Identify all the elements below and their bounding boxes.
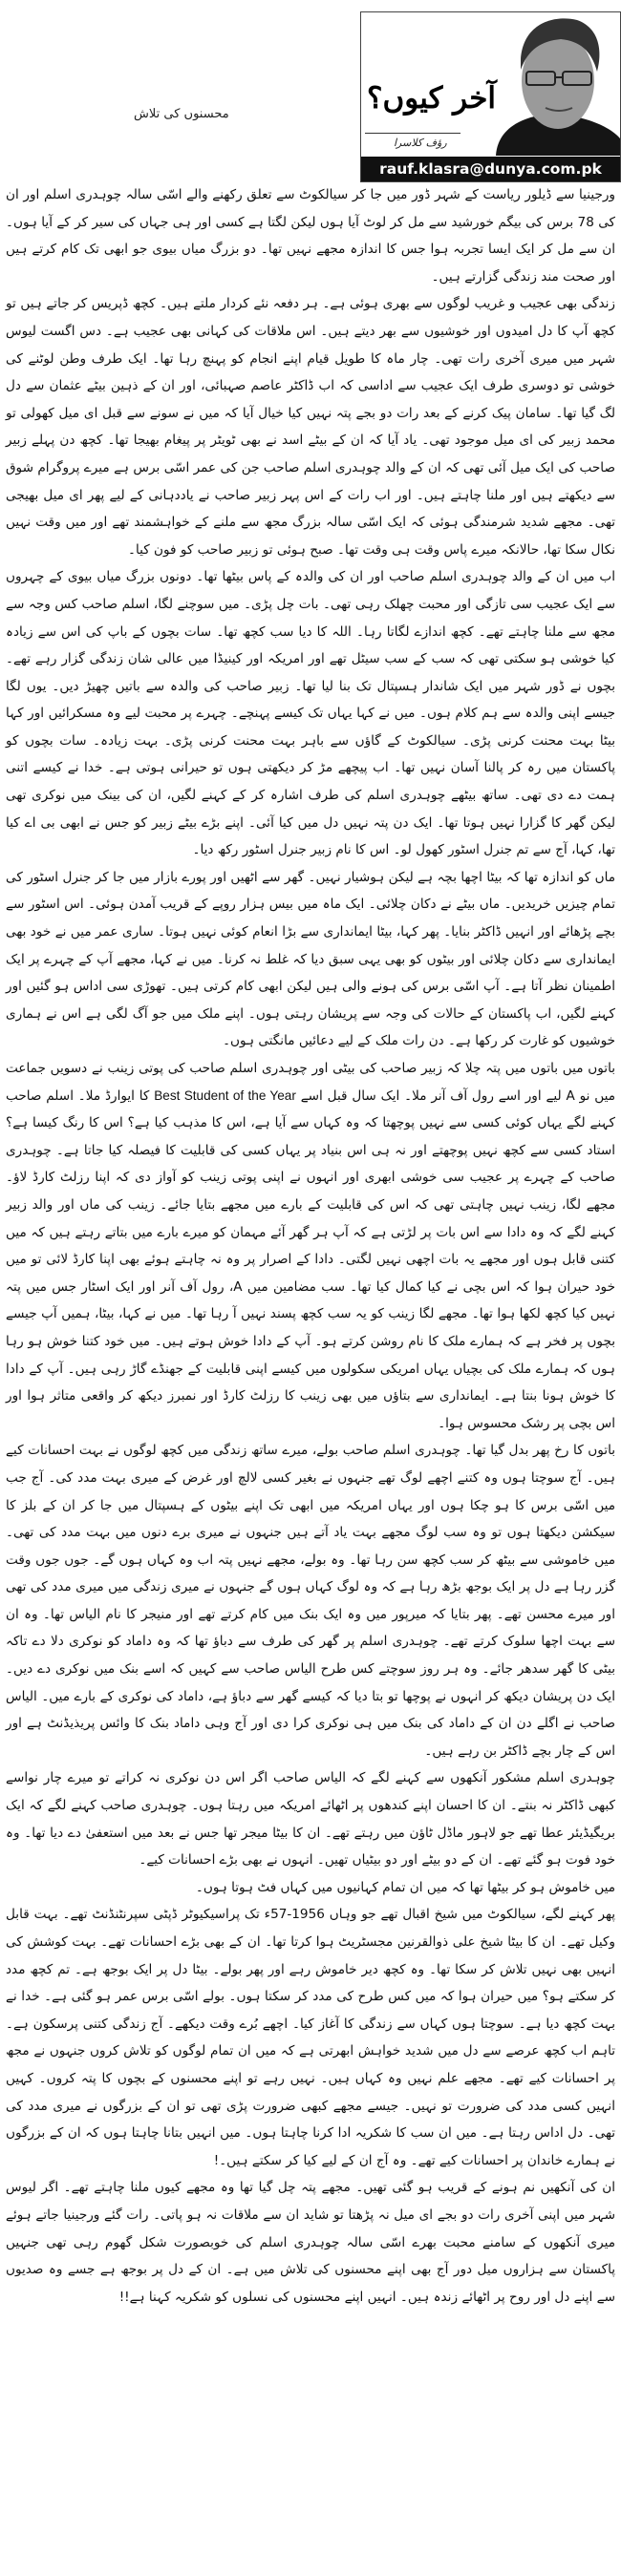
column-name: آخر کیوں؟ (367, 81, 497, 116)
article-paragraph: باتوں کا رخ پھر بدل گیا تھا۔ چوہدری اسلم صاحب بولے، میرے ساتھ زندگی میں کچھ لوگوں نے بہت احسانات کیے ہیں۔ آج سوچتا ہوں وہ کتنے اچھے لوگ تھے جنہوں نے بغیر کسی لالچ اور غرض کے میری بہت مدد کی۔ آج جب میں اسّی برس کا ہو چکا ہوں اور یہاں امریکہ میں ابھی تک اپنے بیٹوں کے ہسپتال میں جا کر ان کے بلز کا سیکشن دیکھتا ہوں تو وہ سب لوگ مجھے بہت یاد آتے ہیں جنہوں نے میری برے دنوں میں بہت مدد کی تھی۔ میں خاموشی سے بیٹھ کر سب کچھ سن رہا تھا۔ وہ بولے، مجھے نہیں پتہ اب وہ کہاں ہوں گے۔ جوں جوں وقت گزر رہا ہے دل پر ایک بوجھ بڑھ رہا ہے کہ وہ لوگ کہاں ہوں گے جنہوں نے میری زندگی میں میری مدد کی تھی اور میرے محسن تھے۔ پھر بتایا کہ میرپور میں وہ ایک بنک میں کام کرتے تھے اور منیجر کا نام الیاس تھا۔ وہ ان سے بہت اچھا سلوک کرتے تھے۔ چوہدری اسلم پر گھر کی طرف سے دباؤ تھا کہ وہ داماد کو نوکری دلا دے تاکہ بیٹی کا گھر سدھر جائے۔ وہ ہر روز سوچتے کس طرح الیاس صاحب سے کہیں کہ اسے بنک میں نوکری دے دیں۔ ایک دن پریشان دیکھ کر انہوں نے پوچھا تو بتا دیا کہ کیسے گھر سے دباؤ ہے، داماد کی نوکری کے بارے میں۔ الیاس صاحب نے اگلے دن ان کے داماد کی بنک میں ہی نوکری کرا دی اور آج وہی داماد بنک کا وائس پریذیڈنٹ ہے اور اس کے چار بچے ڈاکٹر بن رہے ہیں۔ (6, 1443, 615, 1759)
article-paragraph: ان کی آنکھیں نم ہونے کے قریب ہو گئی تھیں۔ مجھے پتہ چل گیا تھا وہ مجھے کیوں ملنا چاہتے تھے۔ اگر لیوس شہر میں اپنی آخری رات دو بجے ای میل نہ پڑھتا تو شاید ان سے ملاقات نہ ہو پاتی۔ رات گئے ورجینیا جاتے ہوئے میری آنکھوں کے سامنے محبت بھرے اسّی سالہ چوہدری اسلم کی خوبصورت شکل گھوم رہی تھی جنہیں پاکستان سے ہزاروں میل دور آج بھی اپنے محسنوں کی تلاش میں ہے۔ ان کے دل پر بوجھ ہے جسے وہ صدیوں سے اپنے دل اور روح پر اٹھائے زندہ ہیں۔ انہیں اپنے محسنوں کی نسلوں کو شکریہ کہنا ہے!! (6, 2180, 615, 2305)
article-paragraph: میں خاموش ہو کر بیٹھا تھا کہ میں ان تمام کہانیوں میں کہاں فٹ ہوتا ہوں۔ (195, 1879, 615, 1895)
english-phrase: Best Student of the Year (154, 1087, 296, 1103)
author-name: رؤف کلاسرا (394, 137, 447, 149)
article-paragraph: ماں کو اندازہ تھا کہ بیٹا اچھا بچہ ہے لیکن ہوشیار نہیں۔ گھر سے اٹھیں اور پورے بازار میں جا کر جنرل اسٹور کی تمام چیزیں خریدیں۔ ماں بیٹے نے دکان چلائی۔ ایک ماہ میں بیس ہزار روپے کے قریب آمدن ہوئی۔ اس اسٹور سے بچے پڑھائے اور انہیں ڈاکٹر بنایا۔ پھر کہا، بیٹا ایمانداری سے بڑا انعام کوئی نہیں ہوتا۔ ساری عمر میں نے خود بھی ایمانداری سے دکان چلائی اور بیٹوں کو بھی یہی سبق دیا کہ غلط نہ کرنا۔ میں نے کہا، مجھے آپ کے چہرے پر ایک اطمینان نظر آتا ہے۔ آپ اسّی برس کی ہونے والی ہیں لیکن ابھی کام کرتی ہیں۔ تھوڑی سی اداس ہو گئیں اور کہنے لگیں، اب پاکستان کے حالات کی وجہ سے پریشان رہتی ہوں۔ اپنے ملک میں جو آگ لگی ہے اس نے ہماری خوشیوں کو غارت کر رکھا ہے۔ دن رات ملک کے لیے دعائیں مانگتی ہوں۔ (6, 869, 615, 1049)
article-paragraph: باتوں میں باتوں میں پتہ چلا کہ زبیر صاحب کی بیٹی اور چوہدری اسلم صاحب کی پوتی زینب نے دسویں جماعت میں نو A لیے اور اسے رول آف آنر ملا۔ ایک سال قبل اسے Best Student of the Year کا ایوارڈ ملا۔ اسلم صاحب کہنے لگے یہاں کوئی کسی سے نہیں پوچھتا کہ وہ کہاں سے آیا ہے، اس کا مذہب کیا ہے؟ اس کا رنگ کیسا ہے؟ استاد کسی سے کچھ نہیں پوچھتے اور نہ ہی اس بنیاد پر یہاں کسی کی قابلیت کا فیصلہ کیا جاتا ہے۔ چوہدری صاحب کے چہرے پر عجیب سی خوشی ابھری اور انہوں نے اپنی پوتی زینب کو آواز دی کہ اپنا رزلٹ کارڈ لاؤ۔ مجھے لگا، زینب نہیں چاہتی تھی کہ اس کی قابلیت کے بارے میں مجھے بتایا جائے۔ زینب کی ماں اور والد زبیر کہنے لگے کہ وہ دادا سے اس بات پر لڑتی ہے کہ آپ ہر گھر آئے مہمان کو میرے بارے میں بتاتے رہتے ہیں کہ میں کتنی قابل ہوں اور مجھے یہ بات اچھی نہیں لگتی۔ دادا کے اصرار پر وہ نہ چاہتے ہوئے بھی اپنا کارڈ لائی تو میں خود حیران ہوا کہ اس بچی نے کیا کمال کیا تھا۔ سب مضامین میں A، رول آف آنر اور ایک اسٹار جس میں پتہ نہیں کیا کچھ لکھا ہوا تھا۔ مجھے لگا زینب کو یہ سب کچھ پسند نہیں آ رہا تھا۔ میں نے کہا، بیٹا، ہمیں آپ جیسے بچوں پر فخر ہے کہ ہمارے ملک کا نام روشن کرتے ہو۔ آپ کے دادا خوش ہوتے ہیں۔ میں خود کتنا خوش ہو رہا ہوں کہ ہمارے ملک کی بچیاں یہاں امریکی سکولوں میں کیسے اپنی قابلیت کے جھنڈے گاڑ رہی ہیں۔ آپ کے دادا کا خوش ہونا بنتا ہے۔ ایمانداری سے بتاؤں میں بھی زینب کا رزلٹ کارڈ اور نمبرز دیکھ کر واقعی متاثر ہوا اور اس بچی پر رشک محسوس ہوا۔ (6, 1061, 615, 1431)
article-paragraph: ورجینیا سے ڈیلور ریاست کے شہر ڈور میں جا کر سیالکوٹ سے تعلق رکھنے والے اسّی سالہ چوہدری اسلم اور ان کی 78 برس کی بیگم خورشید سے مل کر لوٹ آیا ہوں لیکن لگتا ہے کسی اور ہی جہاں کی سیر کر کے آیا ہوں۔ ان سے مل کر ایک ایسا تجربہ ہوا جس کا اندازہ مجھے نہیں تھا۔ دو بزرگ میاں بیوی جو ابھی تک کام کرتے ہیں اور صحت مند زندگی گزارتے ہیں۔ (6, 187, 616, 285)
article-headline: محسنوں کی تلاش (134, 107, 229, 121)
divider (365, 133, 460, 134)
article-paragraph: چوہدری اسلم مشکور آنکھوں سے کہنے لگے کہ الیاس صاحب اگر اس دن نوکری نہ کراتے تو میرے چار نواسے کبھی ڈاکٹر نہ بنتے۔ ان کا احسان اپنے کندھوں پر اٹھائے امریکہ میں رہتا ہوں۔ چوہدری صاحب کہنے لگے کہ ایک بریگیڈیئر عطا تھے جو لاہور ماڈل ٹاؤن میں رہتے تھے۔ ان کا بیٹا میجر تھا جس نے بعد میں استعفیٰ دے دیا تھا۔ وہ خود فوت ہو گئے تھے۔ ان کے دو بیٹے اور دو بیٹیاں تھیں۔ انہوں نے بھی بڑے احسانات کیے۔ (6, 1770, 615, 1869)
column-header (0, 0, 621, 179)
article-body (6, 181, 615, 2311)
article-paragraph: اب میں ان کے والد چوہدری اسلم صاحب اور ان کی والدہ کے پاس بیٹھا تھا۔ دونوں بزرگ میاں بیوی کے چہروں سے ایک عجیب سی تازگی اور محبت چھلک رہی تھی۔ بات چل پڑی۔ میں سوچنے لگا، اسلم صاحب کس وجہ سے مجھ سے ملنا چاہتے تھے۔ کچھ اندازے لگاتا رہا۔ اللہ کا دیا سب کچھ تھا۔ سات بچوں کے باپ کی اس سے زیادہ کیا خوشی ہو سکتی تھی کہ سب کے سب سیٹل تھے اور امریکہ اور کینیڈا میں عالی شان زندگی گزار رہے تھے۔ بچوں نے ڈور شہر میں ایک شاندار ہسپتال تک بنا لیا تھا۔ زبیر صاحب کی والدہ سے باتیں چھیڑ دیں۔ یوں لگا جیسے اپنی والدہ سے ہم کلام ہوں۔ میں نے کہا یہاں تک کیسے پہنچے۔ چہرے پر محبت لیے وہ مسکرائیں اور کہا بیٹا بہت محنت کرنی پڑی۔ سیالکوٹ کے گاؤں سے باہر بہت محنت کرنی پڑی۔ بہت زیادہ۔ سات بچوں کو پاکستان میں رہ کر پالنا آسان نہیں تھا۔ اب پیچھے مڑ کر دیکھتی ہوں تو حیرانی ہوتی ہے۔ خدا نے کیسے اتنی ہمت دے دی تھی۔ ساتھ بیٹھے چوہدری اسلم کی طرف اشارہ کر کے کہنے لگیں، ان کی بینک میں نوکری تھی لیکن گھر کا گزارا نہیں ہوتا تھا۔ ایک دن پتہ نہیں دل میں کیا آئی۔ اپنے بڑے بیٹے زبیر کو جس نے ابھی بی اے کیا تھا، کہا، آج سے تم جنرل اسٹور کھول لو۔ اس کا نام زبیر جنرل اسٹور رکھ دیا۔ (6, 569, 615, 858)
author-portrait-icon (486, 12, 620, 156)
author-box (360, 11, 621, 182)
article-paragraph: پھر کہنے لگے، سیالکوٹ میں شیخ اقبال تھے جو وہاں 1956-57ء تک پراسیکیوٹر ڈپٹی سپرنٹنڈنٹ تھے۔ بہت قابل وکیل تھے۔ ان کا بیٹا شیخ علی ذوالقرنین مجسٹریٹ ہوا کرتا تھا۔ ان کے بھی بڑے احسانات تھے۔ بہت کوشش کی انہیں بھی نہیں تلاش کر سکا تھا۔ وہ کچھ دیر خاموش رہے اور پھر بولے۔ بیٹا دل پر ایک بوجھ ہے۔ تم کچھ مدد کر سکتے ہو؟ میں حیران ہوا کہ میں کس طرح کی مدد کر سکتا ہوں۔ بولے اسّی برس عمر ہو گئی ہے۔ خدا نے بہت کچھ دیا ہے۔ سوچتا ہوں کہاں سے زندگی کا آغاز کیا۔ اچھے بُرے وقت دیکھے۔ آج زندگی کتنی پرسکون ہے۔ تاہم اب کچھ عرصے سے دل میں شدید خواہش ابھرتی ہے کہ میں ان تمام لوگوں کو تلاش کروں جنہوں نے مجھ پر احسانات کیے تھے۔ مجھے علم نہیں وہ کہاں ہیں۔ نہیں رہے تو اپنے محسنوں کے بچوں کا پتہ کروں۔ کہیں انہیں کسی مدد کی ضرورت تو نہیں۔ جیسے مجھے کبھی ضرورت پڑی تھی تو ان کے بزرگوں نے میری مدد کی تھی۔ دل اداس رہتا ہے۔ میں ان سب کا شکریہ ادا کرنا چاہتا ہوں۔ میں انہیں بتانا چاہتا ہوں کہ ان کے بزرگوں نے ہمارے خاندان پر احسانات کیے تھے۔ وہ آج ان کے لیے کیا کر سکتے ہیں۔! (6, 1907, 616, 2168)
author-email[interactable]: rauf.klasra@dunya.com.pk (361, 157, 620, 181)
article-paragraph: زندگی بھی عجیب و غریب لوگوں سے بھری ہوئی ہے۔ ہر دفعہ نئے کردار ملتے ہیں۔ کچھ ڈپریس کر جاتے ہیں تو کچھ آپ کا دل امیدوں اور خوشیوں سے بھر دیتے ہیں۔ اس ملاقات کی کہانی بھی عجیب ہے۔ دس اگست لیوس شہر میں میری آخری رات تھی۔ چار ماہ کا طویل قیام اپنے انجام کو پہنچ رہا تھا۔ ایک طرف وطن لوٹنے کی خوشی تو دوسری طرف ایک عجیب سے اداسی کہ اب ڈاکٹر عاصم صہبائی، اور ان کے ذہین بیٹے عثمان سے دل لگ گیا تھا۔ سامان پیک کرنے کے بعد رات دو بجے پتہ نہیں کیا خیال آیا کہ میں نے سونے سے قبل ای میل کھولی تو محمد زبیر کی ای میل موجود تھی۔ یاد آیا کہ ان کے بیٹے اسد نے بھی ٹویٹر پر پیغام بھیجا تھا۔ کچھ دن پہلے زبیر صاحب کی ایک میل آئی تھی کہ ان کے والد چوہدری اسلم صاحب جن کی عمر اسّی برس ہے میرے پروگرام شوق سے دیکھتے ہیں اور ملنا چاہتے ہیں۔ اور اب رات کے اس پہر زبیر صاحب نے یاددہانی کے لیے پھر ای میل بھیجی تھی۔ مجھے شدید شرمندگی ہوئی کہ ایک اسّی سالہ بزرگ مجھ سے ملنے کے خواہشمند تھے اور میں وقت نہیں نکال سکا تھا، حالانکہ میرے پاس وقت ہی وقت تھا۔ صبح ہوئی تو زبیر صاحب کو فون کیا۔ (6, 296, 615, 558)
